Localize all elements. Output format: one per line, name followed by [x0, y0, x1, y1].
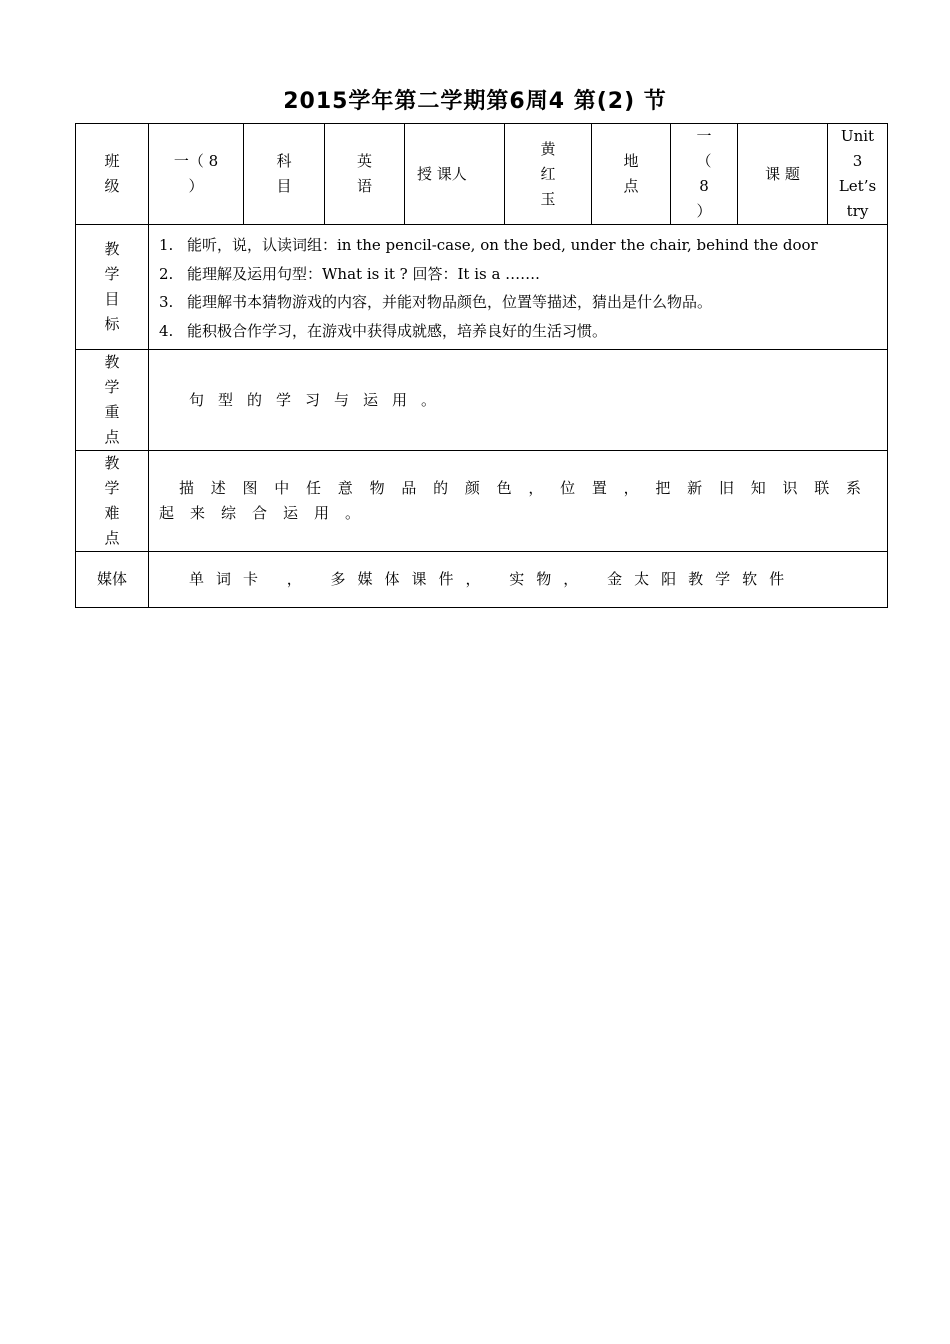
location-label: 地点 — [623, 152, 639, 195]
difficulties-row — [76, 451, 888, 552]
topic-value: Unit 3 Let’s try — [838, 127, 877, 220]
list-item: 3. 能理解书本猜物游戏的内容，并能对物品颜色，位置等描述，猜出是什么物品。 — [159, 293, 713, 311]
topic-value-cell — [828, 124, 888, 225]
media-row — [76, 552, 888, 608]
class-label-cell — [76, 124, 149, 225]
difficulties-text: 描述图中任意物品的颜色，位置，把新旧知识联系起来综合运用。 — [159, 479, 877, 522]
goals-content-cell — [149, 225, 888, 350]
subject-label-cell — [244, 124, 325, 225]
difficulties-label-cell — [76, 451, 149, 552]
class-label: 班级 — [104, 152, 120, 195]
page-title: 2015学年第二学期第6周4 第(2) 节 — [283, 89, 667, 114]
media-label-cell — [76, 552, 149, 608]
list-item: 1. 能听，说，认读词组：in the pencil-case, on the bed, under the chair, behind the door — [159, 236, 818, 254]
list-item: 4. 能积极合作学习，在游戏中获得成就感，培养良好的生活习惯。 — [159, 321, 608, 340]
teacher-label: 授 课人 — [417, 164, 467, 183]
topic-label: 课 题 — [765, 164, 800, 183]
media-label: 媒体 — [97, 570, 128, 588]
class-value: 一（ 8 ） — [173, 152, 219, 195]
location-value-cell — [671, 124, 738, 225]
teacher-label-cell — [405, 124, 505, 225]
subject-value: 英语 — [356, 152, 372, 195]
teacher-value: 黄红玉 — [540, 139, 556, 208]
key-points-label-cell — [76, 350, 149, 451]
goals-list — [149, 225, 887, 349]
location-label-cell — [592, 124, 671, 225]
difficulties-label: 教学难点 — [104, 454, 120, 547]
key-points-content-cell — [149, 350, 888, 451]
topic-label-cell — [738, 124, 828, 225]
subject-value-cell — [325, 124, 405, 225]
goals-label: 教学目标 — [104, 240, 120, 333]
class-value-cell — [149, 124, 244, 225]
media-content-cell — [149, 552, 888, 608]
key-points-label: 教学重点 — [104, 353, 120, 446]
location-value: 一（ 8 ） — [696, 127, 712, 220]
key-points-row — [76, 350, 888, 451]
header-row — [76, 124, 888, 225]
key-points-text: 句型的学习与运用。 — [189, 390, 451, 409]
goals-label-cell — [76, 225, 149, 350]
media-text: 单词卡 ， 多媒体课件， 实物， 金太阳教学软件 — [189, 570, 797, 588]
subject-label: 科目 — [276, 152, 292, 195]
difficulties-content-cell — [149, 451, 888, 552]
lesson-plan-table — [75, 123, 888, 608]
teacher-value-cell — [505, 124, 592, 225]
goals-row — [76, 225, 888, 350]
list-item: 2. 能理解及运用句型：What is it ? 回答：It is a ……. — [159, 264, 540, 283]
